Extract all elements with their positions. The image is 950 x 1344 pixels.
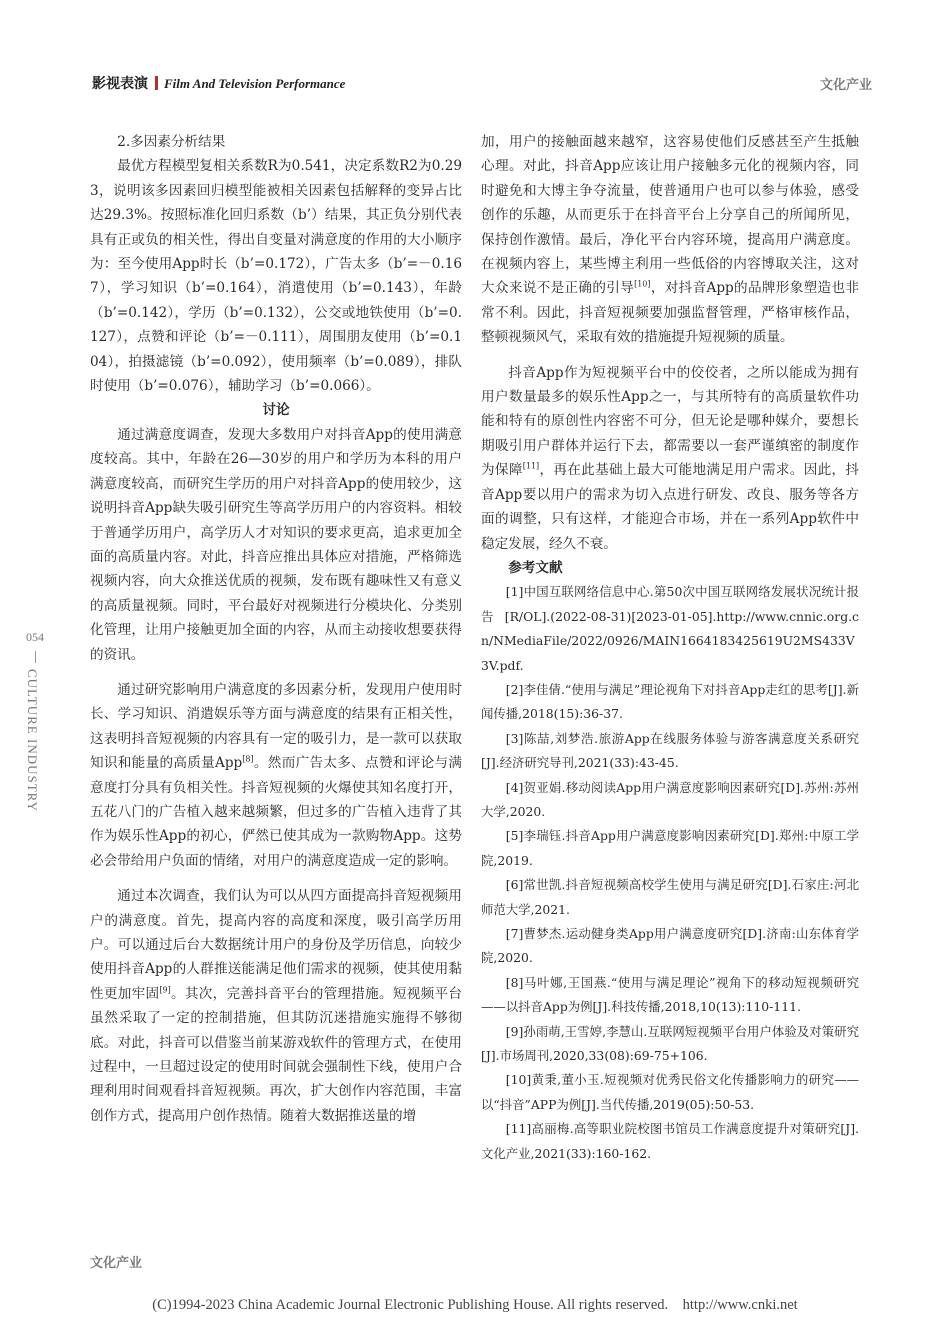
reference-item: [8]马叶娜,王国燕.“使用与满足理论”视角下的移动短视频研究——以抖音App为例[J].科技传播,2018,10(13):110-111. [481, 974, 859, 1015]
side-vertical-text: CULTURE INDUSTRY [25, 669, 40, 813]
header-divider [155, 76, 158, 90]
page-number: 054 [26, 630, 44, 644]
reference-item: [5]李瑞钰.抖音App用户满意度影响因素研究[D].郑州:中原工学院,2019. [481, 828, 859, 868]
reference-item: [2]李佳倩.“使用与满足”理论视角下对抖音App走红的思考[J].新闻传播,2018(15):36-37. [481, 681, 859, 722]
citation: [10] [634, 279, 651, 289]
paragraph: 加，用户的接触面越来越窄，这容易使他们反感甚至产生抵触心理。对此，抖音App应该让用户接触多元化的视频内容，同时避免和大博主争夺流量，使普通用户也可以参与体验，感受创作的乐趣，从而更乐于在抖音平台上分享自己的所闻所见，保持创作激情。最后，净化平台内容环境，提高用户满意度。在视频内容上，某些博主利用一些低俗的内容博取关注，这对大众来说不是正确的引导[10]，对抖音App的品牌形象塑造也非常不利。因此，抖音短视频要加强监督管理，严格审核作品，整顿视频风气，采取有效的措施提升短视频的质量。 [481, 134, 859, 346]
discussion-heading: 讨论 [262, 402, 290, 419]
citation: [11] [522, 461, 540, 471]
paragraph: 通过本次调查，我们认为可以从四方面提高抖音短视频用户的满意度。首先，提高内容的高度和深度，吸引高学历用户。可以通过后台大数据统计用户的身份及学历信息，向较少使用抖音App的人群推送能满足他们需求的视频，使其使用黏性更加牢固[9]。其次，完善抖音平台的管理措施。短视频平台虽然采取了一定的控制措施，但其防沉迷措施实施得不够彻底。对此，抖音可以借鉴当前某游戏软件的管理方式，在使用过程中，一旦超过设定的使用时间就会强制性下线，使用户合理利用时间观看抖音短视频。再次，扩大创作内容范围，丰富创作方式，提高用户创作热情。随着大数据推送量的增 [90, 888, 463, 1124]
paragraph: 最优方程模型复相关系数R为0.541，决定系数R2为0.293，说明该多因素回归模型能被相关因素包括解释的变异占比达29.3%。按照标准化回归系数（b’）结果，其正负分别代表具有正或负的相关性，得出自变量对满意度的作用的大小顺序为：至今使用App时长（b’=0.172），广告太多（b’=－0.167），学习知识（b’=0.164），消遣使用（b’=0.143），年龄（b’=0.142），学历（b’=0.132），公交或地铁使用（b’=0.127），点赞和评论（b’=－0.111），周围朋友使用（b’=0.104），拍摄滤镜（b’=0.092），使用频率（b’=0.089），排队时使用（b’=0.076），辅助学习（b’=0.066）。 [90, 158, 462, 395]
reference-item: [3]陈喆,刘梦浩.旅游App在线服务体验与游客满意度关系研究[J].经济研究导刊,2021(33):43-45. [481, 730, 859, 771]
references-heading: 参考文献 [508, 559, 563, 576]
reference-item: [6]常世凯.抖音短视频高校学生使用与满足研究[D].石家庄:河北师范大学,2021. [481, 877, 859, 917]
right-column [481, 130, 859, 1166]
reference-item: [10]黄秉,董小玉.短视频对优秀民俗文化传播影响力的研究——以“抖音”APP为例[J].当代传播,2019(05):50-53. [481, 1072, 859, 1112]
footer-section-label: 文化产业 [90, 1256, 143, 1271]
journal-title-cn: 影视表演 [92, 76, 148, 92]
journal-title-en: Film And Television Performance [164, 76, 346, 91]
reference-item: [1]中国互联网络信息中心.第50次中国互联网络发展状况统计报告[R/OL].(2022-08-31)[2023-01-05].http://www.cnnic.org.cn/NMediaFile/2022/0926/MAIN1664183425619U2MS433V3V.pdf. [481, 584, 859, 673]
paragraph: 通过满意度调查，发现大多数用户对抖音App的使用满意度较高。其中，年龄在26—30岁的用户和学历为本科的用户满意度较高，而研究生学历的用户对抖音App的使用较少，这说明抖音App缺失吸引研究生等高学历用户的内容资料。相较于普通学历用户，高学历人才对知识的要求更高，追求更加全面的高质量内容。对此，抖音应推出具体应对措施，严格筛选视频内容，向大众推送优质的视频，发布既有趣味性又有意义的高质量视频。同时，平台最好对视频进行分模块化、分类别化管理，让用户接触更加全面的内容，从而主动接收想要获得的资讯。 [90, 426, 463, 663]
paragraph: 通过研究影响用户满意度的多因素分析，发现用户使用时长、学习知识、消遣娱乐等方面与满意度的结果有正相关性，这表明抖音短视频的内容具有一定的吸引力，是一款可以获取知识和能量的高质量App[8]。然而广告太多、点赞和评论与满意度打分具有负相关性。抖音短视频的火爆使其知名度打开，五花八门的广告植入越来越频繁，但过多的广告植入违背了其作为娱乐性App的初心，俨然已使其成为一款购物App。这势必会带给用户负面的情绪，对用户的满意度造成一定的影响。 [90, 681, 462, 869]
reference-item: [9]孙雨萌,王雪婷,李慧山.互联网短视频平台用户体验及对策研究[J].市场周刊,2020,33(08):69-75+106. [481, 1023, 859, 1064]
left-column [90, 130, 462, 1128]
citation: [8] [242, 754, 254, 764]
citation: [9] [159, 985, 171, 995]
reference-item: [11]高丽梅.高等职业院校图书馆员工作满意度提升对策研究[J].文化产业,2021(33):160-162. [481, 1121, 859, 1161]
section-label: 文化产业 [819, 78, 872, 93]
copyright-line: (C)1994-2023 China Academic Journal Electronic Publishing House. All rights reserved. http://www.cnki.net [152, 1297, 798, 1313]
reference-item: [7]曹梦杰.运动健身类App用户满意度研究[D].济南:山东体育学院,2020. [481, 926, 859, 966]
side-divider [35, 651, 36, 663]
running-header [92, 73, 345, 93]
paragraph: 抖音App作为短视频平台中的佼佼者，之所以能成为拥有用户数量最多的娱乐性App之一，与其所特有的高质量软件功能和特有的原创性内容密不可分，但无论是哪种媒介，要想长期吸引用户群体并运行下去，都需要以一套严谨缜密的制度作为保障[11]，再在此基础上最大可能地满足用户需求。因此，抖音App要以用户的需求为切入点进行研发、改良、服务等各方面的调整，只有这样，才能迎合市场，并在一系列App软件中稳定发展，经久不衰。 [481, 364, 860, 552]
subheading: 2.多因素分析结果 [117, 134, 226, 150]
side-marker [24, 630, 46, 812]
reference-item: [4]贺亚娟.移动阅读App用户满意度影响因素研究[D].苏州:苏州大学,2020. [481, 779, 859, 819]
